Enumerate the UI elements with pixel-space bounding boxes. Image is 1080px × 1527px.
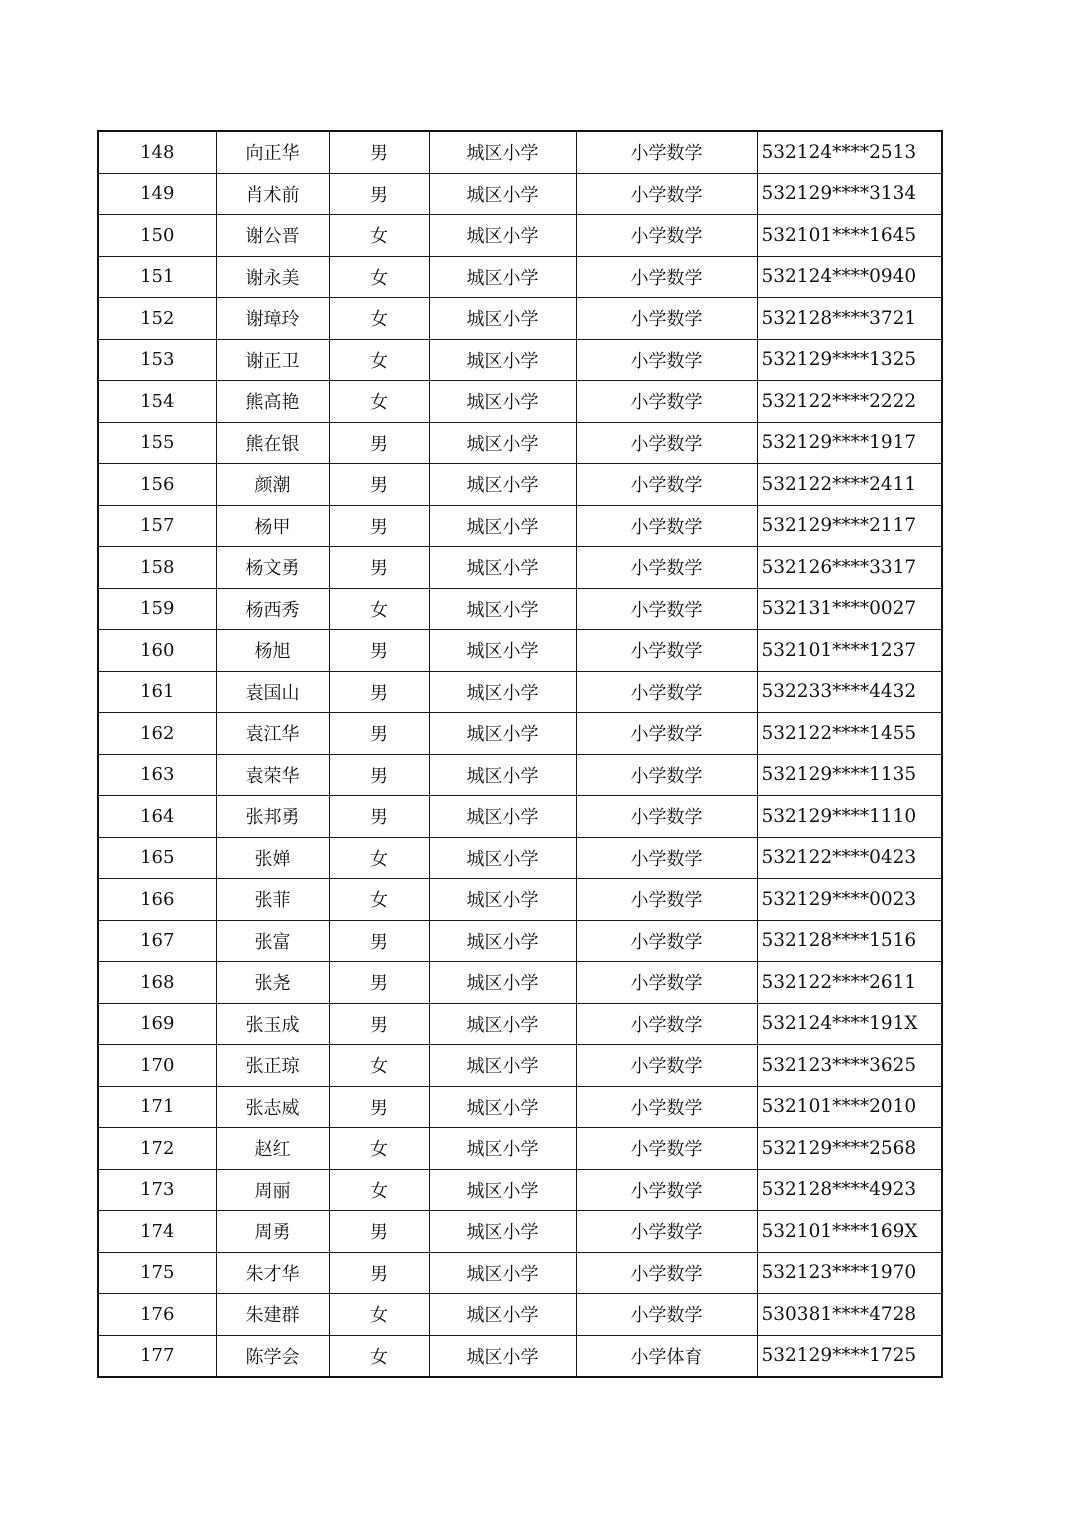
cell-number: 161 — [98, 671, 216, 713]
roster-table-body — [98, 131, 942, 1377]
cell-school: 城区小学 — [429, 1086, 576, 1128]
cell-id-number: 532129****1325 — [757, 339, 942, 381]
cell-number: 153 — [98, 339, 216, 381]
cell-gender: 男 — [329, 630, 429, 672]
cell-name: 熊高艳 — [216, 381, 329, 423]
cell-gender: 男 — [329, 131, 429, 173]
cell-subject: 小学数学 — [576, 464, 757, 506]
cell-gender: 女 — [329, 1128, 429, 1170]
cell-id-number: 532129****1135 — [757, 754, 942, 796]
table-row — [98, 1335, 942, 1377]
cell-school: 城区小学 — [429, 131, 576, 173]
cell-id-number: 532128****4923 — [757, 1169, 942, 1211]
table-row — [98, 754, 942, 796]
cell-school: 城区小学 — [429, 1003, 576, 1045]
table-row — [98, 298, 942, 340]
roster-table — [97, 130, 943, 1378]
cell-subject: 小学数学 — [576, 920, 757, 962]
cell-subject: 小学数学 — [576, 713, 757, 755]
table-row — [98, 1003, 942, 1045]
cell-name: 张玉成 — [216, 1003, 329, 1045]
cell-school: 城区小学 — [429, 671, 576, 713]
cell-number: 164 — [98, 796, 216, 838]
cell-id-number: 532129****2117 — [757, 505, 942, 547]
cell-school: 城区小学 — [429, 422, 576, 464]
cell-gender: 男 — [329, 920, 429, 962]
cell-gender: 男 — [329, 173, 429, 215]
cell-gender: 男 — [329, 1211, 429, 1253]
cell-subject: 小学数学 — [576, 1252, 757, 1294]
cell-school: 城区小学 — [429, 1045, 576, 1087]
cell-id-number: 532101****2010 — [757, 1086, 942, 1128]
cell-school: 城区小学 — [429, 879, 576, 921]
cell-name: 周丽 — [216, 1169, 329, 1211]
cell-school: 城区小学 — [429, 1335, 576, 1377]
cell-gender: 男 — [329, 1003, 429, 1045]
table-row — [98, 422, 942, 464]
table-row — [98, 630, 942, 672]
cell-id-number: 532123****1970 — [757, 1252, 942, 1294]
table-row — [98, 339, 942, 381]
cell-number: 173 — [98, 1169, 216, 1211]
table-row — [98, 505, 942, 547]
cell-name: 杨旭 — [216, 630, 329, 672]
cell-name: 熊在银 — [216, 422, 329, 464]
cell-school: 城区小学 — [429, 588, 576, 630]
table-row — [98, 1128, 942, 1170]
cell-name: 谢公晋 — [216, 215, 329, 257]
cell-gender: 女 — [329, 879, 429, 921]
table-row — [98, 1086, 942, 1128]
cell-subject: 小学数学 — [576, 837, 757, 879]
cell-gender: 女 — [329, 339, 429, 381]
cell-gender: 男 — [329, 464, 429, 506]
cell-school: 城区小学 — [429, 505, 576, 547]
cell-number: 175 — [98, 1252, 216, 1294]
cell-subject: 小学数学 — [576, 1128, 757, 1170]
cell-subject: 小学数学 — [576, 671, 757, 713]
cell-number: 167 — [98, 920, 216, 962]
cell-gender: 男 — [329, 962, 429, 1004]
cell-number: 150 — [98, 215, 216, 257]
cell-number: 176 — [98, 1294, 216, 1336]
cell-name: 张尧 — [216, 962, 329, 1004]
cell-name: 赵红 — [216, 1128, 329, 1170]
cell-name: 张正琼 — [216, 1045, 329, 1087]
cell-subject: 小学数学 — [576, 879, 757, 921]
table-row — [98, 256, 942, 298]
cell-number: 151 — [98, 256, 216, 298]
cell-id-number: 532101****1237 — [757, 630, 942, 672]
cell-gender: 女 — [329, 1169, 429, 1211]
cell-id-number: 532122****1455 — [757, 713, 942, 755]
cell-id-number: 532124****191X — [757, 1003, 942, 1045]
cell-gender: 男 — [329, 754, 429, 796]
cell-name: 张菲 — [216, 879, 329, 921]
cell-gender: 男 — [329, 1086, 429, 1128]
cell-id-number: 532122****0423 — [757, 837, 942, 879]
cell-id-number: 532123****3625 — [757, 1045, 942, 1087]
cell-subject: 小学数学 — [576, 339, 757, 381]
cell-subject: 小学数学 — [576, 256, 757, 298]
cell-number: 160 — [98, 630, 216, 672]
cell-id-number: 532131****0027 — [757, 588, 942, 630]
cell-subject: 小学体育 — [576, 1335, 757, 1377]
cell-name: 张志威 — [216, 1086, 329, 1128]
cell-subject: 小学数学 — [576, 131, 757, 173]
cell-id-number: 532129****1725 — [757, 1335, 942, 1377]
cell-name: 朱才华 — [216, 1252, 329, 1294]
cell-gender: 男 — [329, 796, 429, 838]
cell-id-number: 532122****2222 — [757, 381, 942, 423]
table-row — [98, 173, 942, 215]
cell-school: 城区小学 — [429, 630, 576, 672]
cell-number: 169 — [98, 1003, 216, 1045]
table-row — [98, 381, 942, 423]
cell-name: 肖术前 — [216, 173, 329, 215]
cell-school: 城区小学 — [429, 464, 576, 506]
table-row — [98, 962, 942, 1004]
cell-subject: 小学数学 — [576, 422, 757, 464]
cell-school: 城区小学 — [429, 1128, 576, 1170]
table-row — [98, 1169, 942, 1211]
cell-name: 袁国山 — [216, 671, 329, 713]
cell-id-number: 532101****169X — [757, 1211, 942, 1253]
table-row — [98, 131, 942, 173]
cell-number: 170 — [98, 1045, 216, 1087]
cell-gender: 女 — [329, 298, 429, 340]
table-row — [98, 920, 942, 962]
table-row — [98, 588, 942, 630]
cell-number: 165 — [98, 837, 216, 879]
cell-gender: 男 — [329, 547, 429, 589]
cell-name: 颜潮 — [216, 464, 329, 506]
cell-school: 城区小学 — [429, 1169, 576, 1211]
cell-subject: 小学数学 — [576, 1169, 757, 1211]
cell-gender: 女 — [329, 1045, 429, 1087]
cell-id-number: 532122****2611 — [757, 962, 942, 1004]
cell-name: 张富 — [216, 920, 329, 962]
cell-subject: 小学数学 — [576, 298, 757, 340]
cell-name: 周勇 — [216, 1211, 329, 1253]
cell-number: 154 — [98, 381, 216, 423]
cell-id-number: 532124****2513 — [757, 131, 942, 173]
cell-school: 城区小学 — [429, 1211, 576, 1253]
cell-id-number: 532128****1516 — [757, 920, 942, 962]
cell-subject: 小学数学 — [576, 215, 757, 257]
cell-school: 城区小学 — [429, 339, 576, 381]
cell-school: 城区小学 — [429, 962, 576, 1004]
table-row — [98, 1294, 942, 1336]
cell-id-number: 532129****0023 — [757, 879, 942, 921]
table-row — [98, 547, 942, 589]
table-row — [98, 1252, 942, 1294]
cell-school: 城区小学 — [429, 298, 576, 340]
cell-subject: 小学数学 — [576, 796, 757, 838]
cell-name: 谢永美 — [216, 256, 329, 298]
cell-name: 朱建群 — [216, 1294, 329, 1336]
cell-name: 袁荣华 — [216, 754, 329, 796]
cell-name: 袁江华 — [216, 713, 329, 755]
cell-number: 172 — [98, 1128, 216, 1170]
cell-school: 城区小学 — [429, 920, 576, 962]
cell-gender: 女 — [329, 256, 429, 298]
cell-school: 城区小学 — [429, 1252, 576, 1294]
cell-number: 152 — [98, 298, 216, 340]
cell-school: 城区小学 — [429, 1294, 576, 1336]
table-row — [98, 837, 942, 879]
cell-gender: 女 — [329, 1294, 429, 1336]
cell-name: 陈学会 — [216, 1335, 329, 1377]
cell-number: 177 — [98, 1335, 216, 1377]
cell-id-number: 532129****1917 — [757, 422, 942, 464]
cell-school: 城区小学 — [429, 547, 576, 589]
cell-school: 城区小学 — [429, 837, 576, 879]
cell-number: 166 — [98, 879, 216, 921]
cell-gender: 男 — [329, 671, 429, 713]
cell-id-number: 532124****0940 — [757, 256, 942, 298]
cell-id-number: 530381****4728 — [757, 1294, 942, 1336]
cell-school: 城区小学 — [429, 754, 576, 796]
cell-school: 城区小学 — [429, 215, 576, 257]
cell-number: 171 — [98, 1086, 216, 1128]
table-row — [98, 215, 942, 257]
cell-gender: 男 — [329, 713, 429, 755]
cell-name: 杨西秀 — [216, 588, 329, 630]
cell-school: 城区小学 — [429, 713, 576, 755]
table-row — [98, 1045, 942, 1087]
cell-id-number: 532129****3134 — [757, 173, 942, 215]
cell-number: 157 — [98, 505, 216, 547]
cell-gender: 女 — [329, 837, 429, 879]
table-row — [98, 1211, 942, 1253]
cell-gender: 女 — [329, 588, 429, 630]
cell-gender: 男 — [329, 422, 429, 464]
cell-name: 谢正卫 — [216, 339, 329, 381]
cell-id-number: 532233****4432 — [757, 671, 942, 713]
cell-number: 155 — [98, 422, 216, 464]
cell-number: 148 — [98, 131, 216, 173]
cell-number: 158 — [98, 547, 216, 589]
cell-subject: 小学数学 — [576, 505, 757, 547]
cell-name: 杨文勇 — [216, 547, 329, 589]
cell-subject: 小学数学 — [576, 173, 757, 215]
cell-name: 张邦勇 — [216, 796, 329, 838]
cell-gender: 男 — [329, 505, 429, 547]
cell-number: 174 — [98, 1211, 216, 1253]
cell-subject: 小学数学 — [576, 547, 757, 589]
cell-name: 杨甲 — [216, 505, 329, 547]
cell-number: 163 — [98, 754, 216, 796]
cell-id-number: 532129****1110 — [757, 796, 942, 838]
table-row — [98, 464, 942, 506]
cell-subject: 小学数学 — [576, 630, 757, 672]
cell-subject: 小学数学 — [576, 754, 757, 796]
table-row — [98, 879, 942, 921]
cell-subject: 小学数学 — [576, 1045, 757, 1087]
cell-number: 168 — [98, 962, 216, 1004]
cell-gender: 女 — [329, 215, 429, 257]
cell-id-number: 532101****1645 — [757, 215, 942, 257]
cell-gender: 女 — [329, 1335, 429, 1377]
cell-number: 159 — [98, 588, 216, 630]
cell-school: 城区小学 — [429, 796, 576, 838]
table-row — [98, 713, 942, 755]
cell-number: 162 — [98, 713, 216, 755]
cell-id-number: 532122****2411 — [757, 464, 942, 506]
cell-subject: 小学数学 — [576, 588, 757, 630]
cell-school: 城区小学 — [429, 173, 576, 215]
cell-subject: 小学数学 — [576, 1211, 757, 1253]
cell-subject: 小学数学 — [576, 962, 757, 1004]
cell-gender: 女 — [329, 381, 429, 423]
cell-id-number: 532126****3317 — [757, 547, 942, 589]
cell-subject: 小学数学 — [576, 1003, 757, 1045]
cell-id-number: 532129****2568 — [757, 1128, 942, 1170]
table-row — [98, 796, 942, 838]
cell-number: 156 — [98, 464, 216, 506]
cell-subject: 小学数学 — [576, 1086, 757, 1128]
cell-name: 谢璋玲 — [216, 298, 329, 340]
cell-id-number: 532128****3721 — [757, 298, 942, 340]
table-row — [98, 671, 942, 713]
cell-school: 城区小学 — [429, 256, 576, 298]
cell-number: 149 — [98, 173, 216, 215]
cell-subject: 小学数学 — [576, 381, 757, 423]
cell-name: 张婵 — [216, 837, 329, 879]
cell-name: 向正华 — [216, 131, 329, 173]
cell-gender: 男 — [329, 1252, 429, 1294]
cell-subject: 小学数学 — [576, 1294, 757, 1336]
cell-school: 城区小学 — [429, 381, 576, 423]
